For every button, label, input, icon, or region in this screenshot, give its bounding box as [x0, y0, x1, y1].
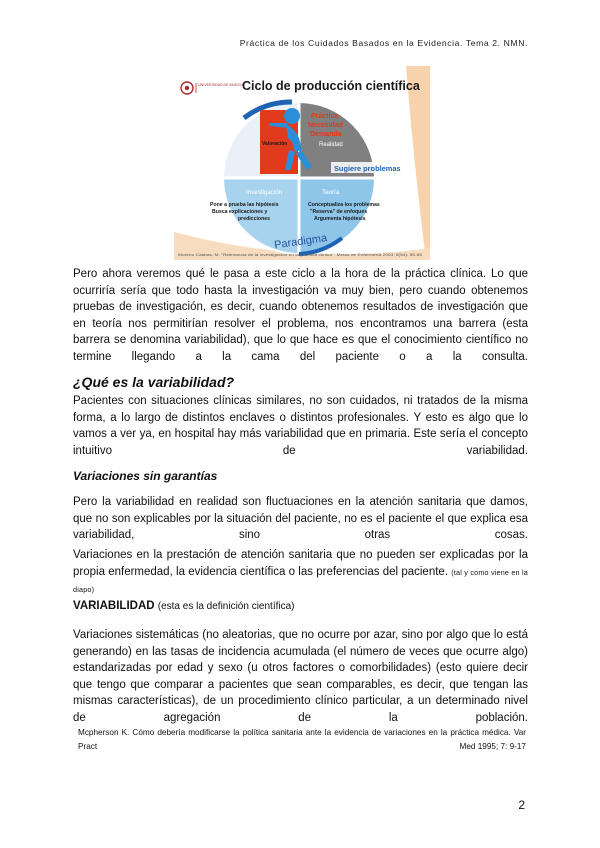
- sugiere-problemas-label: Sugiere problemas: [334, 164, 401, 173]
- paradigma-label: Paradigma: [273, 232, 328, 252]
- paragraph-ciclo: Pero ahora veremos qué le pasa a este ciclo a la hora de la práctica clínica. Lo que ocurriría sería que todo hasta la investigación va muy bien, pero cuando obtenemos pruebas de investigación, es decir, cuando obtenemos resultados de investigación que en teoría nos permitirían resolver el problema, nos encontramos una barrera (esta barrera se denomina variabilidad), que lo que hace es que el conocimiento científico no termine llegando a la cama del paciente o a la consulta.: [73, 268, 528, 363]
- heading-variaciones-sin-garantias: Variaciones sin garantías: [73, 469, 218, 483]
- paragraph-definicion: Variaciones sistemáticas (no aleatorias, que no ocurre por azar, sino por algo que lo está generando) en las tasas de incidencia acumulada (el número de veces que ocurre algo) estandarizadas por edad y sexo (u otros factores o comorbilidades) (esto quiere decir que tengo que comparar a pacientes que sean comparables, es decir, que tengan las mismas características), de un procedimiento clínico particular, a un determinado nivel de agregación de la población.: [73, 629, 528, 724]
- paragraph-variabilidad-intuitiva: Pacientes con situaciones clínicas similares, no son cuidados, ni tratados de la misma forma, a lo largo de distintos enclaves o distintos profesionales. Y esto es algo que lo vamos a ver ya, en hospital hay más variabilidad que en primaria. Este sería el concepto intuitivo de variabilidad.: [73, 395, 528, 457]
- cycle-diagram: [174, 66, 430, 260]
- heading-definicion-note: (esta es la definición científica): [157, 601, 295, 612]
- valoracion-label: Valoración: [262, 141, 288, 147]
- running-header: Práctica de los Cuidados Basados en la Evidencia. Tema 2. NMN.: [239, 38, 528, 48]
- teoria-label: Teoría: [322, 189, 340, 196]
- left-caption-1: Pone a prueba las hipótesis: [210, 202, 279, 208]
- production-cycle-figure: [174, 66, 430, 260]
- paragraph-prestacion: [73, 547, 528, 599]
- paragraph-fluctuaciones: Pero la variabilidad en realidad son fluctuaciones en la atención sanitaria que damos, que no son explicables por la situación del paciente, no es el paciente el que explica esa variabilidad, sino otras cosas.: [73, 496, 528, 542]
- figure-title: Ciclo de producción científica: [242, 79, 420, 93]
- right-caption-1: Conceptualiza los problemas: [308, 202, 380, 208]
- left-caption-3: predicciones: [238, 216, 271, 222]
- heading-que-es-variabilidad: ¿Qué es la variabilidad?: [73, 374, 235, 390]
- right-caption-3: Argumenta hipótesis: [314, 216, 366, 222]
- realidad-label: Realidad: [319, 142, 343, 148]
- left-caption-2: Busca explicaciones y: [212, 209, 268, 215]
- bibliographic-reference-2: [78, 740, 526, 768]
- paragraph-prestacion-text: Variaciones en la prestación de atención sanitaria que no pueden ser explicadas por la propia enfermedad, la evidencia científica o las preferencias del paciente.: [73, 549, 528, 578]
- figure-source-caption: Moreno Casbas, M. "Relevancia de la investigación en la práctica clínica". Metas de Enfermería 2003; 6(54): 50-55: [178, 253, 423, 257]
- page-number: 2: [518, 798, 525, 812]
- reference-line-1: Mcpherson K. Cómo debería modificarse la política sanitaria ante la evidencia de variaciones en la práctica médica. Var Pract: [78, 728, 526, 751]
- demanda-label: Demanda: [310, 131, 342, 138]
- investigacion-label: Investigación: [246, 189, 283, 196]
- practica-label: Práctica: [311, 113, 339, 120]
- heading-definicion: [73, 600, 295, 612]
- slide-note: (tal y como viene en la diapo): [73, 567, 528, 595]
- logo-caption: UNIVERSIDAD DE MURCIA: [198, 83, 244, 87]
- reference-line-2: Med 1995; 7: 9-17: [459, 742, 526, 751]
- heading-definicion-term: VARIABILIDAD: [73, 600, 155, 612]
- necesidad-label: Necesidad: [308, 122, 344, 129]
- right-caption-2: "Reserva" de enfoques: [310, 209, 368, 215]
